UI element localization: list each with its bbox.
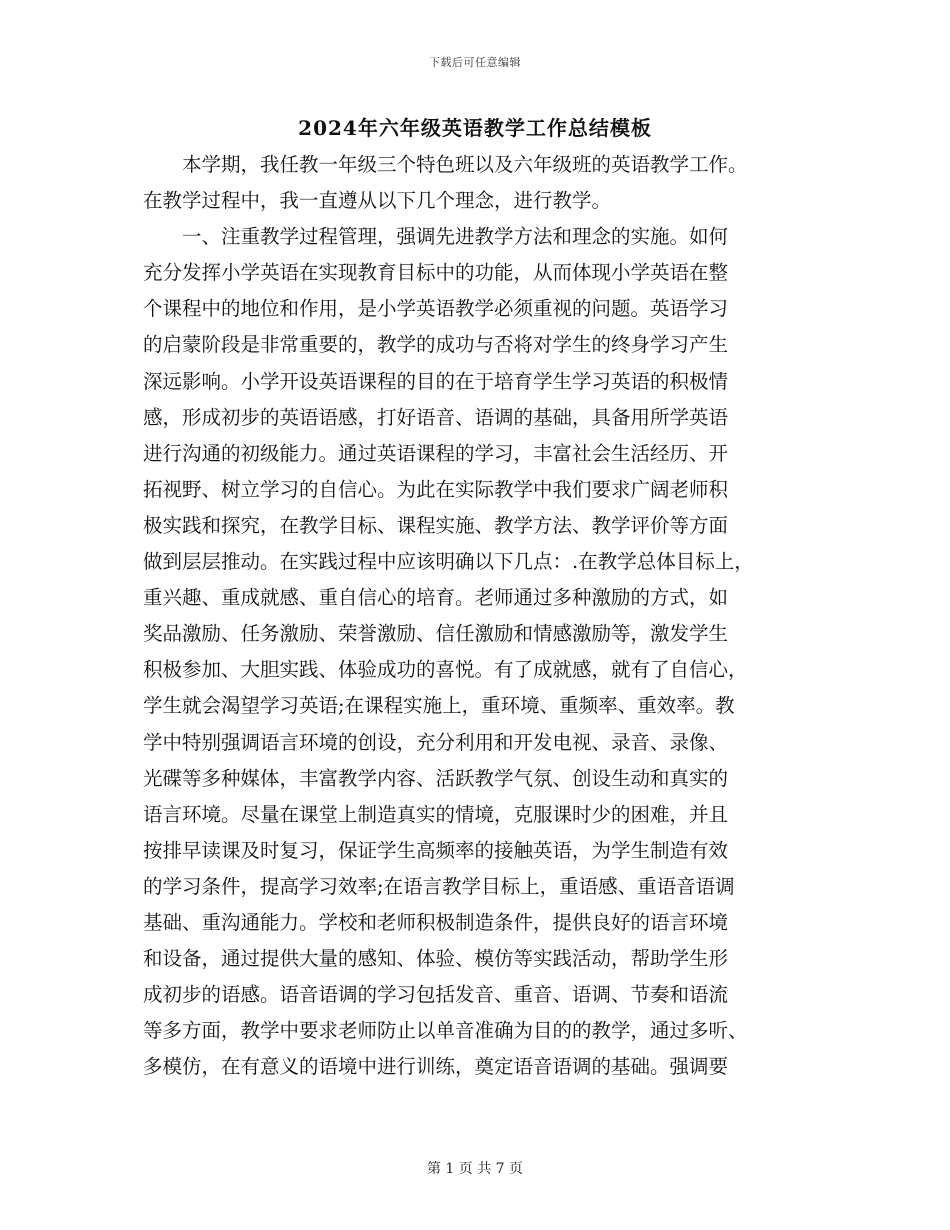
body-text-line: 充分发挥小学英语在实现教育目标中的功能，从而体现小学英语在整 [143,261,729,285]
body-text-line: 一、注重教学过程管理，强调先进教学方法和理念的实施。如何 [143,225,729,249]
body-text-line: 光碟等多种媒体，丰富教学内容、活跃教学气氛、创设生动和真实的 [143,766,729,790]
body-text-line: 成初步的语感。语音语调的学习包括发音、重音、语调、节奏和语流 [143,983,729,1007]
page-number: 第 1 页 共 7 页 [426,1161,524,1177]
body-text-line: 按排早读课及时复习，保证学生高频率的接触英语，为学生制造有效 [143,838,729,862]
body-text-line: 进行沟通的初级能力。通过英语课程的学习，丰富社会生活经历、开 [143,441,729,465]
body-text-line: 多模仿，在有意义的语境中进行训练，奠定语音语调的基础。强调要 [143,1055,729,1079]
body-text-line: 极实践和探究，在教学目标、课程实施、教学方法、教学评价等方面 [143,513,729,537]
body-text-line: 学中特别强调语言环境的创设，充分利用和开发电视、录音、录像、 [143,730,729,754]
body-text-line: 做到层层推动。在实践过程中应该明确以下几点：.在教学总体目标上， [143,550,754,574]
body-text-line: 和设备，通过提供大量的感知、体验、模仿等实践活动，帮助学生形 [143,947,729,971]
header-note: 下载后可任意编辑 [429,56,521,69]
body-text-line: 本学期，我任教一年级三个特色班以及六年级班的英语教学工作。 [143,153,748,176]
body-text-line: 感，形成初步的英语语感，打好语音、语调的基础，具备用所学英语 [143,405,729,429]
body-text-line: 的学习条件，提高学习效率;在语言教学目标上，重语感、重语音语调 [143,874,735,898]
body-text-line: 重兴趣、重成就感、重自信心的培育。老师通过多种激励的方式，如 [143,586,729,610]
body-text-line: 深远影响。小学开设英语课程的目的在于培育学生学习英语的积极情 [143,369,729,393]
body-text-line: 学生就会渴望学习英语;在课程实施上，重环境、重频率、重效率。教 [143,694,735,718]
body-text-line: 基础、重沟通能力。学校和老师积极制造条件，提供良好的语言环境 [143,910,729,934]
body-text-line: 积极参加、大胆实践、体验成功的喜悦。有了成就感，就有了自信心， [143,658,748,682]
document-title: 2024年六年级英语教学工作总结模板 [298,116,652,140]
body-text-line: 奖品激励、任务激励、荣誉激励、信任激励和情感激励等，激发学生 [143,622,729,646]
body-text-line: 个课程中的地位和作用，是小学英语教学必须重视的问题。英语学习 [143,297,729,321]
document-body [143,147,813,1085]
body-text-line: 的启蒙阶段是非常重要的，教学的成功与否将对学生的终身学习产生 [143,333,729,357]
body-text-line: 语言环境。尽量在课堂上制造真实的情境，克服课时少的困难，并且 [143,802,729,826]
body-text-line: 拓视野、树立学习的自信心。为此在实际教学中我们要求广阔老师积 [143,477,729,501]
body-text-line: 等多方面，教学中要求老师防止以单音准确为目的的教学，通过多听、 [143,1019,748,1043]
body-text-line: 在教学过程中，我一直遵从以下几个理念，进行教学。 [143,189,612,213]
